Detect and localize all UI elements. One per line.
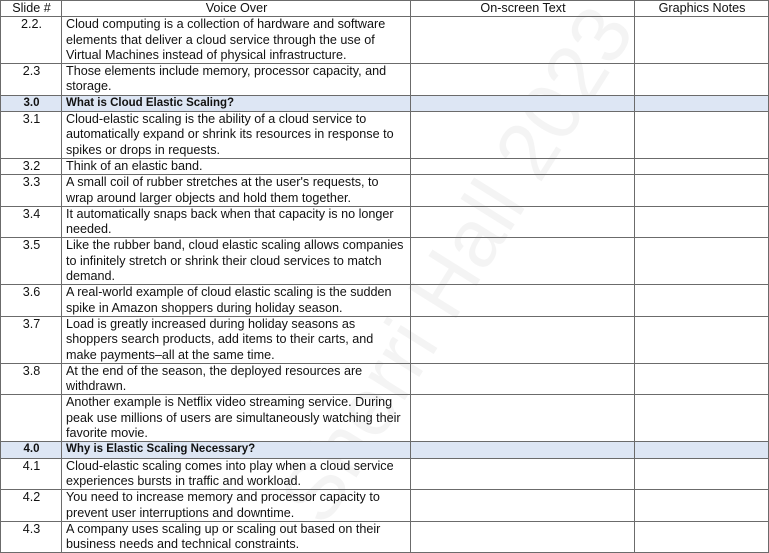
header-on-screen-text: On-screen Text	[411, 1, 635, 17]
voice-over-cell: A company uses scaling up or scaling out based on their business needs and technical constraints.	[62, 521, 411, 553]
slide-number-cell: 4.0	[1, 442, 62, 458]
graphics-notes-cell	[635, 17, 769, 64]
voice-over-cell: Why is Elastic Scaling Necessary?	[62, 442, 411, 458]
on-screen-text-cell	[411, 363, 635, 395]
graphics-notes-cell	[635, 363, 769, 395]
table-row	[1, 458, 769, 490]
on-screen-text-cell	[411, 95, 635, 111]
voice-over-cell: Like the rubber band, cloud elastic scaling allows companies to infinitely stretch or shrink their cloud services to match demand.	[62, 238, 411, 285]
table-row	[1, 395, 769, 442]
on-screen-text-cell	[411, 395, 635, 442]
graphics-notes-cell	[635, 238, 769, 285]
table-row	[1, 17, 769, 64]
section-row	[1, 95, 769, 111]
table-row	[1, 285, 769, 317]
voice-over-cell: Another example is Netflix video streaming service. During peak use millions of users are simultaneously watching their favorite movie.	[62, 395, 411, 442]
on-screen-text-cell	[411, 64, 635, 96]
header-slide-number: Slide #	[1, 1, 62, 17]
on-screen-text-cell	[411, 175, 635, 207]
voice-over-cell: Those elements include memory, processor capacity, and storage.	[62, 64, 411, 96]
graphics-notes-cell	[635, 158, 769, 174]
graphics-notes-cell	[635, 112, 769, 159]
voice-over-cell: Cloud-elastic scaling comes into play when a cloud service experiences bursts in traffic and workload.	[62, 458, 411, 490]
on-screen-text-cell	[411, 521, 635, 553]
header-voice-over: Voice Over	[62, 1, 411, 17]
slide-number-cell: 2.3	[1, 64, 62, 96]
header-graphics-notes: Graphics Notes	[635, 1, 769, 17]
on-screen-text-cell	[411, 458, 635, 490]
graphics-notes-cell	[635, 458, 769, 490]
table-row	[1, 521, 769, 553]
slide-number-cell: 3.2	[1, 158, 62, 174]
slide-number-cell: 3.3	[1, 175, 62, 207]
on-screen-text-cell	[411, 238, 635, 285]
slide-number-cell: 4.2	[1, 490, 62, 522]
on-screen-text-cell	[411, 316, 635, 363]
graphics-notes-cell	[635, 175, 769, 207]
voice-over-cell: Load is greatly increased during holiday seasons as shoppers search products, add items to their carts, and make payments–all at the same time.	[62, 316, 411, 363]
graphics-notes-cell	[635, 95, 769, 111]
graphics-notes-cell	[635, 64, 769, 96]
table-row	[1, 490, 769, 522]
graphics-notes-cell	[635, 206, 769, 238]
on-screen-text-cell	[411, 112, 635, 159]
slide-number-cell: 3.6	[1, 285, 62, 317]
graphics-notes-cell	[635, 285, 769, 317]
on-screen-text-cell	[411, 442, 635, 458]
graphics-notes-cell	[635, 490, 769, 522]
on-screen-text-cell	[411, 17, 635, 64]
graphics-notes-cell	[635, 521, 769, 553]
table-row	[1, 158, 769, 174]
table-row	[1, 206, 769, 238]
slide-number-cell: 4.1	[1, 458, 62, 490]
slide-number-cell: 3.4	[1, 206, 62, 238]
slide-number-cell	[1, 395, 62, 442]
section-row	[1, 442, 769, 458]
voice-over-cell: Think of an elastic band.	[62, 158, 411, 174]
voice-over-cell: A small coil of rubber stretches at the user's requests, to wrap around larger objects and hold them together.	[62, 175, 411, 207]
table-row	[1, 175, 769, 207]
slide-number-cell: 3.7	[1, 316, 62, 363]
slide-number-cell: 3.1	[1, 112, 62, 159]
graphics-notes-cell	[635, 395, 769, 442]
slide-number-cell: 3.5	[1, 238, 62, 285]
table-row	[1, 363, 769, 395]
voice-over-cell: You need to increase memory and processor capacity to prevent user interruptions and downtime.	[62, 490, 411, 522]
on-screen-text-cell	[411, 285, 635, 317]
slide-number-cell: 3.8	[1, 363, 62, 395]
voice-over-cell: A real-world example of cloud elastic scaling is the sudden spike in Amazon shoppers during holiday season.	[62, 285, 411, 317]
voice-over-cell: What is Cloud Elastic Scaling?	[62, 95, 411, 111]
on-screen-text-cell	[411, 206, 635, 238]
table-row	[1, 238, 769, 285]
header-row	[1, 1, 769, 17]
slide-number-cell: 2.2.	[1, 17, 62, 64]
voice-over-cell: Cloud computing is a collection of hardware and software elements that deliver a cloud service through the use of Virtual Machines instead of physical infrastructure.	[62, 17, 411, 64]
graphics-notes-cell	[635, 316, 769, 363]
on-screen-text-cell	[411, 158, 635, 174]
table-row	[1, 64, 769, 96]
slide-number-cell: 4.3	[1, 521, 62, 553]
table-row	[1, 112, 769, 159]
on-screen-text-cell	[411, 490, 635, 522]
table-row	[1, 316, 769, 363]
voice-over-cell: It automatically snaps back when that capacity is no longer needed.	[62, 206, 411, 238]
graphics-notes-cell	[635, 442, 769, 458]
voice-over-cell: Cloud-elastic scaling is the ability of a cloud service to automatically expand or shrink its resources in response to spikes or drops in requests.	[62, 112, 411, 159]
voice-over-cell: At the end of the season, the deployed resources are withdrawn.	[62, 363, 411, 395]
slide-number-cell: 3.0	[1, 95, 62, 111]
